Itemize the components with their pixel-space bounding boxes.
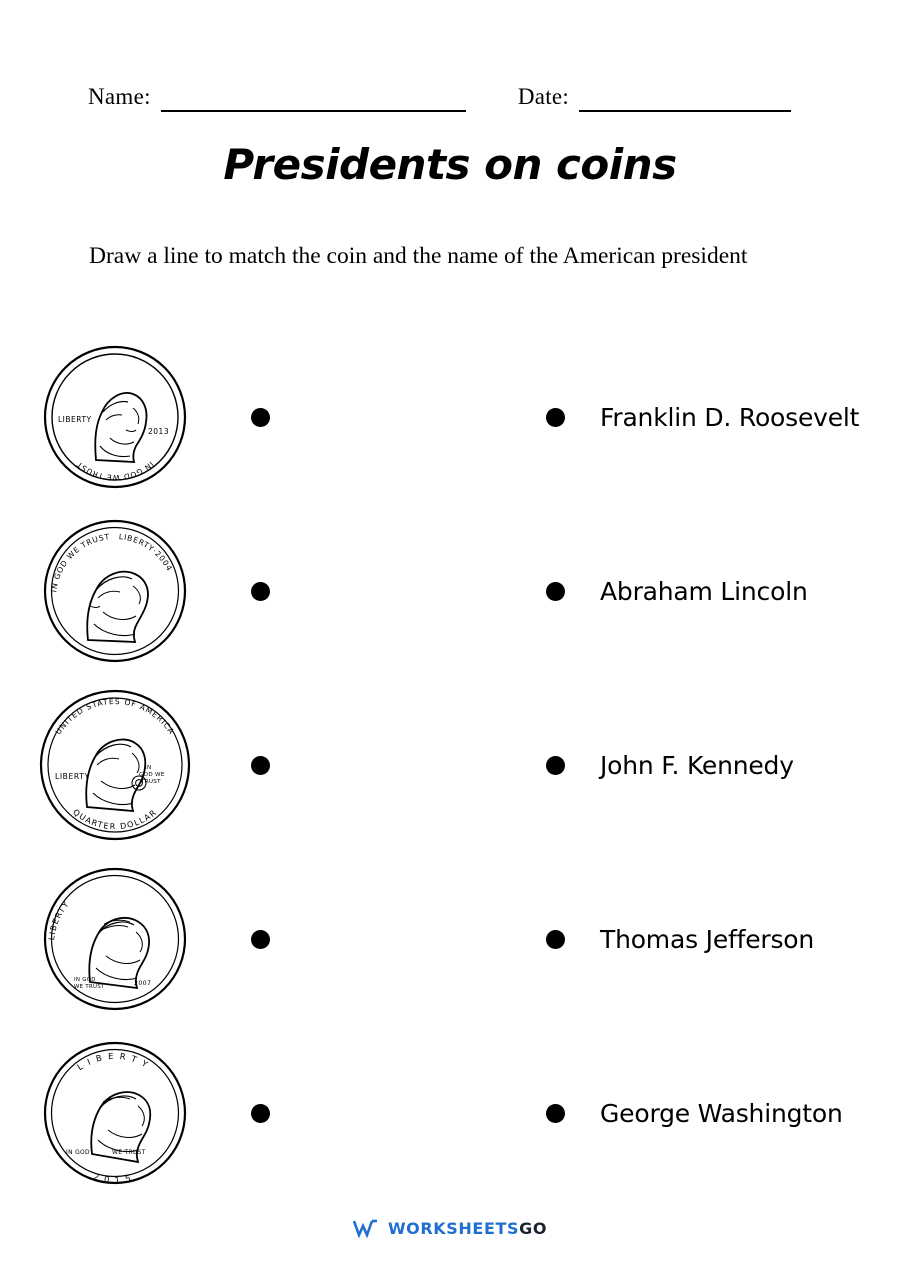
bullet-dot[interactable] (546, 756, 565, 775)
bullet-dot[interactable] (251, 756, 270, 775)
president-name: John F. Kennedy (600, 750, 794, 780)
bullet-dot[interactable] (251, 930, 270, 949)
logo-wordmark (388, 1219, 547, 1238)
svg-text:LIBERTY: LIBERTY (47, 899, 72, 941)
coin-nickel[interactable] (0, 516, 230, 666)
date-field (518, 84, 791, 112)
bullet-dot[interactable] (546, 930, 565, 949)
match-dot-left[interactable] (230, 930, 290, 949)
dime-icon (40, 864, 190, 1014)
svg-text:2013: 2013 (148, 427, 170, 436)
match-dot-left[interactable] (230, 756, 290, 775)
bullet-dot[interactable] (251, 1104, 270, 1123)
page-title: Presidents on coins (223, 140, 677, 189)
president-name: Thomas Jefferson (600, 924, 815, 954)
coin-dime[interactable] (0, 864, 230, 1014)
table-row (0, 678, 900, 852)
bullet-dot[interactable] (546, 582, 565, 601)
president-name: Abraham Lincoln (600, 576, 808, 606)
match-dot-left[interactable] (230, 582, 290, 601)
table-row (0, 1026, 900, 1200)
match-dot-right[interactable] (546, 756, 592, 775)
name-label: Name: (88, 84, 151, 109)
coin-half-dollar[interactable] (0, 1038, 230, 1188)
date-input-line[interactable] (579, 88, 791, 112)
table-row (0, 852, 900, 1026)
svg-text:LIBERTY: LIBERTY (58, 415, 92, 424)
svg-text:2007: 2007 (134, 980, 152, 987)
footer-logo (0, 1218, 900, 1238)
svg-text:TRUST: TRUST (141, 779, 161, 785)
match-dot-right[interactable] (546, 582, 592, 601)
quarter-icon (35, 685, 195, 845)
logo-text-secondary: GO (519, 1218, 548, 1238)
bullet-dot[interactable] (251, 582, 270, 601)
worksheet-header (88, 84, 830, 112)
svg-text:LIBERTY·2004: LIBERTY·2004 (118, 532, 175, 573)
table-row (0, 504, 900, 678)
match-dot-right[interactable] (546, 930, 592, 949)
svg-text:LIBERTY: LIBERTY (55, 772, 90, 781)
nickel-icon (40, 516, 190, 666)
bullet-dot[interactable] (546, 1104, 565, 1123)
half-dollar-icon (40, 1038, 190, 1188)
coin-quarter[interactable] (0, 685, 230, 845)
svg-text:IN: IN (145, 765, 152, 771)
match-dot-left[interactable] (230, 408, 290, 427)
svg-text:GOD WE: GOD WE (139, 772, 165, 778)
logo-text-primary: WORKSHEETS (387, 1218, 520, 1238)
match-dot-right[interactable] (546, 1104, 592, 1123)
match-dot-left[interactable] (230, 1104, 290, 1123)
match-dot-right[interactable] (546, 408, 592, 427)
svg-text:IN GOD WE TRUST: IN GOD WE TRUST (49, 532, 111, 593)
penny-icon (40, 342, 190, 492)
bullet-dot[interactable] (251, 408, 270, 427)
svg-text:WE TRUST: WE TRUST (112, 1149, 146, 1156)
president-name: George Washington (600, 1098, 843, 1128)
name-input-line[interactable] (161, 88, 466, 112)
worksheetsgo-logo-icon (353, 1218, 379, 1238)
svg-text:LIBERTY: LIBERTY (75, 1050, 155, 1073)
svg-text:IN GOD: IN GOD (66, 1149, 90, 1156)
table-row (0, 330, 900, 504)
name-field (88, 84, 466, 112)
svg-text:IN GOD: IN GOD (74, 977, 96, 983)
svg-text:QUARTER DOLLAR: QUARTER DOLLAR (71, 807, 159, 832)
instructions-text: Draw a line to match the coin and the name of the American president (89, 243, 748, 269)
coin-penny[interactable] (0, 342, 230, 492)
svg-text:IN GOD WE TRUST: IN GOD WE TRUST (74, 459, 156, 483)
svg-text:WE TRUST: WE TRUST (74, 984, 105, 990)
date-label: Date: (517, 84, 570, 109)
svg-text:2015: 2015 (92, 1171, 138, 1186)
matching-exercise (0, 330, 900, 1200)
president-name: Franklin D. Roosevelt (600, 402, 860, 432)
bullet-dot[interactable] (546, 408, 565, 427)
svg-text:UNITED STATES OF AMERICA: UNITED STATES OF AMERICA (53, 696, 177, 737)
